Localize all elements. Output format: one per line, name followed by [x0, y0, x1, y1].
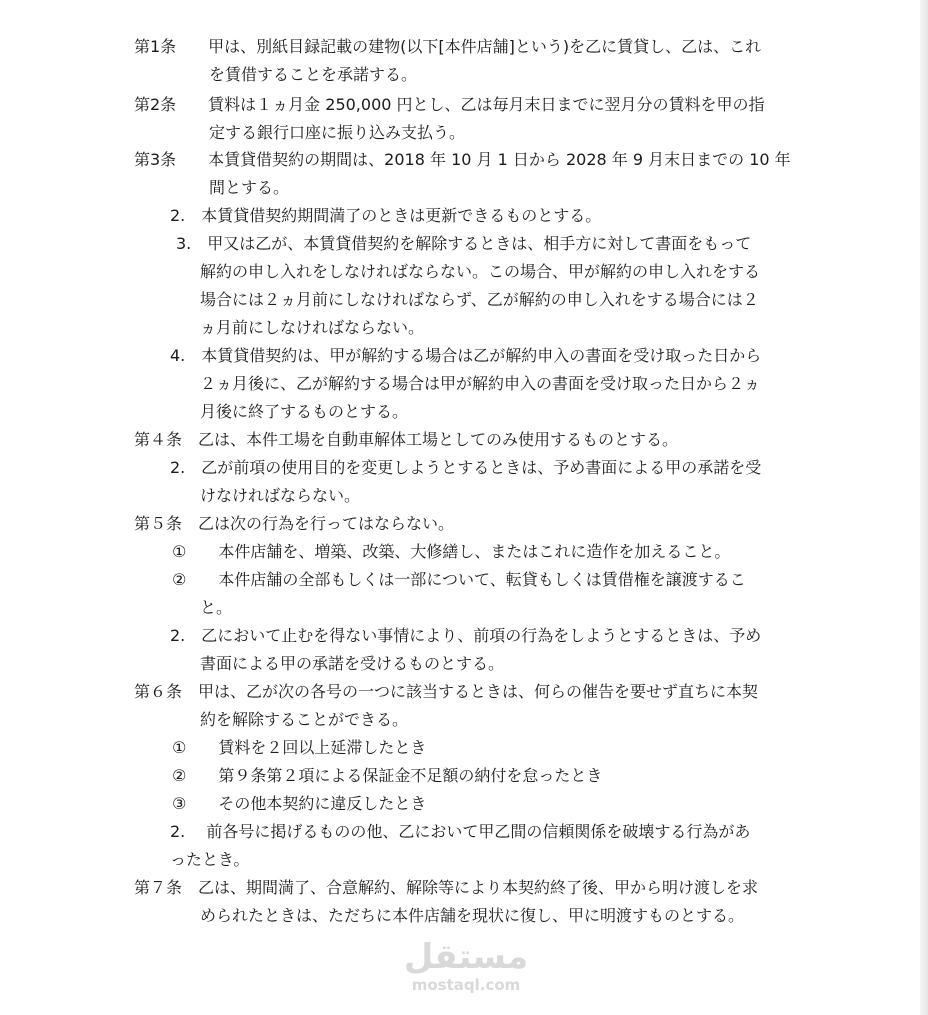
article-5-item-2-line-2: と。: [200, 598, 233, 617]
article-3-para-3-line-2: 解約の申し入れをしなければならない。この場合、甲が解約の申し入れをする: [200, 262, 761, 281]
article-4-line-1: 第４条 乙は、本件工場を自動車解体工場としてのみ使用するものとする。: [134, 430, 679, 449]
watermark-arabic-text: مستقل: [403, 937, 529, 977]
article-7-line-1: 第７条 乙は、期間満了、合意解約、解除等により本契約終了後、甲から明け渡しを求: [134, 878, 759, 897]
article-7-line-2: められたときは、ただちに本件店舗を現状に復し、甲に明渡すものとする。: [200, 906, 745, 925]
article-5-para-2-line-1: 2. 乙において止むを得ない事情により、前項の行為をしようとするときは、予め: [170, 626, 762, 645]
article-3-para-3-line-4: ヵ月前にしなければならない。: [200, 318, 425, 337]
article-6-para-2-line-1: 2. 前各号に掲げるものの他、乙において甲乙間の信頼関係を破壊する行為があ: [170, 822, 751, 841]
article-5-line-1: 第５条 乙は次の行為を行ってはならない。: [134, 514, 455, 533]
article-3-line-2: 間とする。: [209, 178, 290, 197]
article-3-para-4-line-3: 月後に終了するものとする。: [200, 402, 409, 421]
article-3-para-3-line-3: 場合には２ヵ月前にしなければならず、乙が解約の申し入れをする場合には２: [200, 290, 759, 309]
article-1-line-2: を賃借することを承諾する。: [209, 65, 418, 84]
article-6-item-1: ① 賃料を２回以上延滞したとき: [172, 738, 427, 757]
article-1-line-1: 第1条 甲は、別紙目録記載の建物(以下[本件店舗]という)を乙に賃貸し、乙は、これ: [134, 37, 762, 56]
article-6-line-1: 第６条 甲は、乙が次の各号の一つに該当するときは、何らの催告を要せず直ちに本契: [134, 682, 759, 701]
article-4-para-2-line-1: 2. 乙が前項の使用目的を変更しようとするときは、予め書面による甲の承諾を受: [170, 458, 762, 477]
article-3-para-4-line-2: ２ヵ月後に、乙が解約する場合は甲が解約申入の書面を受け取った日から２ヵ: [200, 374, 761, 393]
article-6-item-2: ② 第９条第２項による保証金不足額の納付を怠ったとき: [172, 766, 603, 785]
article-3-para-4-line-1: 4. 本賃貸借契約は、甲が解約する場合は乙が解約申入の書面を受け取った日から: [170, 346, 762, 365]
article-3-para-2: 2. 本賃貸借契約期間満了のときは更新できるものとする。: [170, 206, 602, 225]
article-5-item-2-line-1: ② 本件店舗の全部もしくは一部について、転貸もしくは賃借権を譲渡するこ: [172, 570, 746, 589]
article-5-item-1: ① 本件店舗を、増築、改築、大修繕し、またはこれに造作を加えること。: [172, 542, 731, 561]
watermark-logo: [396, 938, 536, 1000]
article-6-para-2-line-2: ったとき。: [170, 850, 250, 869]
article-4-para-2-line-2: けなければならない。: [200, 486, 361, 505]
article-6-item-3: ③ その他本契約に違反したとき: [172, 794, 427, 813]
article-2-line-2: 定する銀行口座に振り込み支払う。: [209, 123, 466, 142]
watermark-latin-text: mostaql.com: [411, 976, 521, 994]
article-3-para-3-line-1: 3. 甲又は乙が、本賃貸借契約を解除するときは、相手方に対して書面をもって: [176, 234, 752, 253]
article-5-para-2-line-2: 書面による甲の承諾を受けるものとする。: [200, 654, 505, 673]
page-edge: [920, 0, 928, 1015]
article-3-line-1: 第3条 本賃貸借契約の期間は、2018 年 10 月 1 日から 2028 年 9 月末日までの 10 年: [134, 150, 791, 169]
article-6-line-2: 約を解除することができる。: [200, 710, 409, 729]
article-2-line-1: 第2条 賃料は１ヵ月金 250,000 円とし、乙は毎月末日までに翌月分の賃料を甲の指: [134, 95, 765, 114]
